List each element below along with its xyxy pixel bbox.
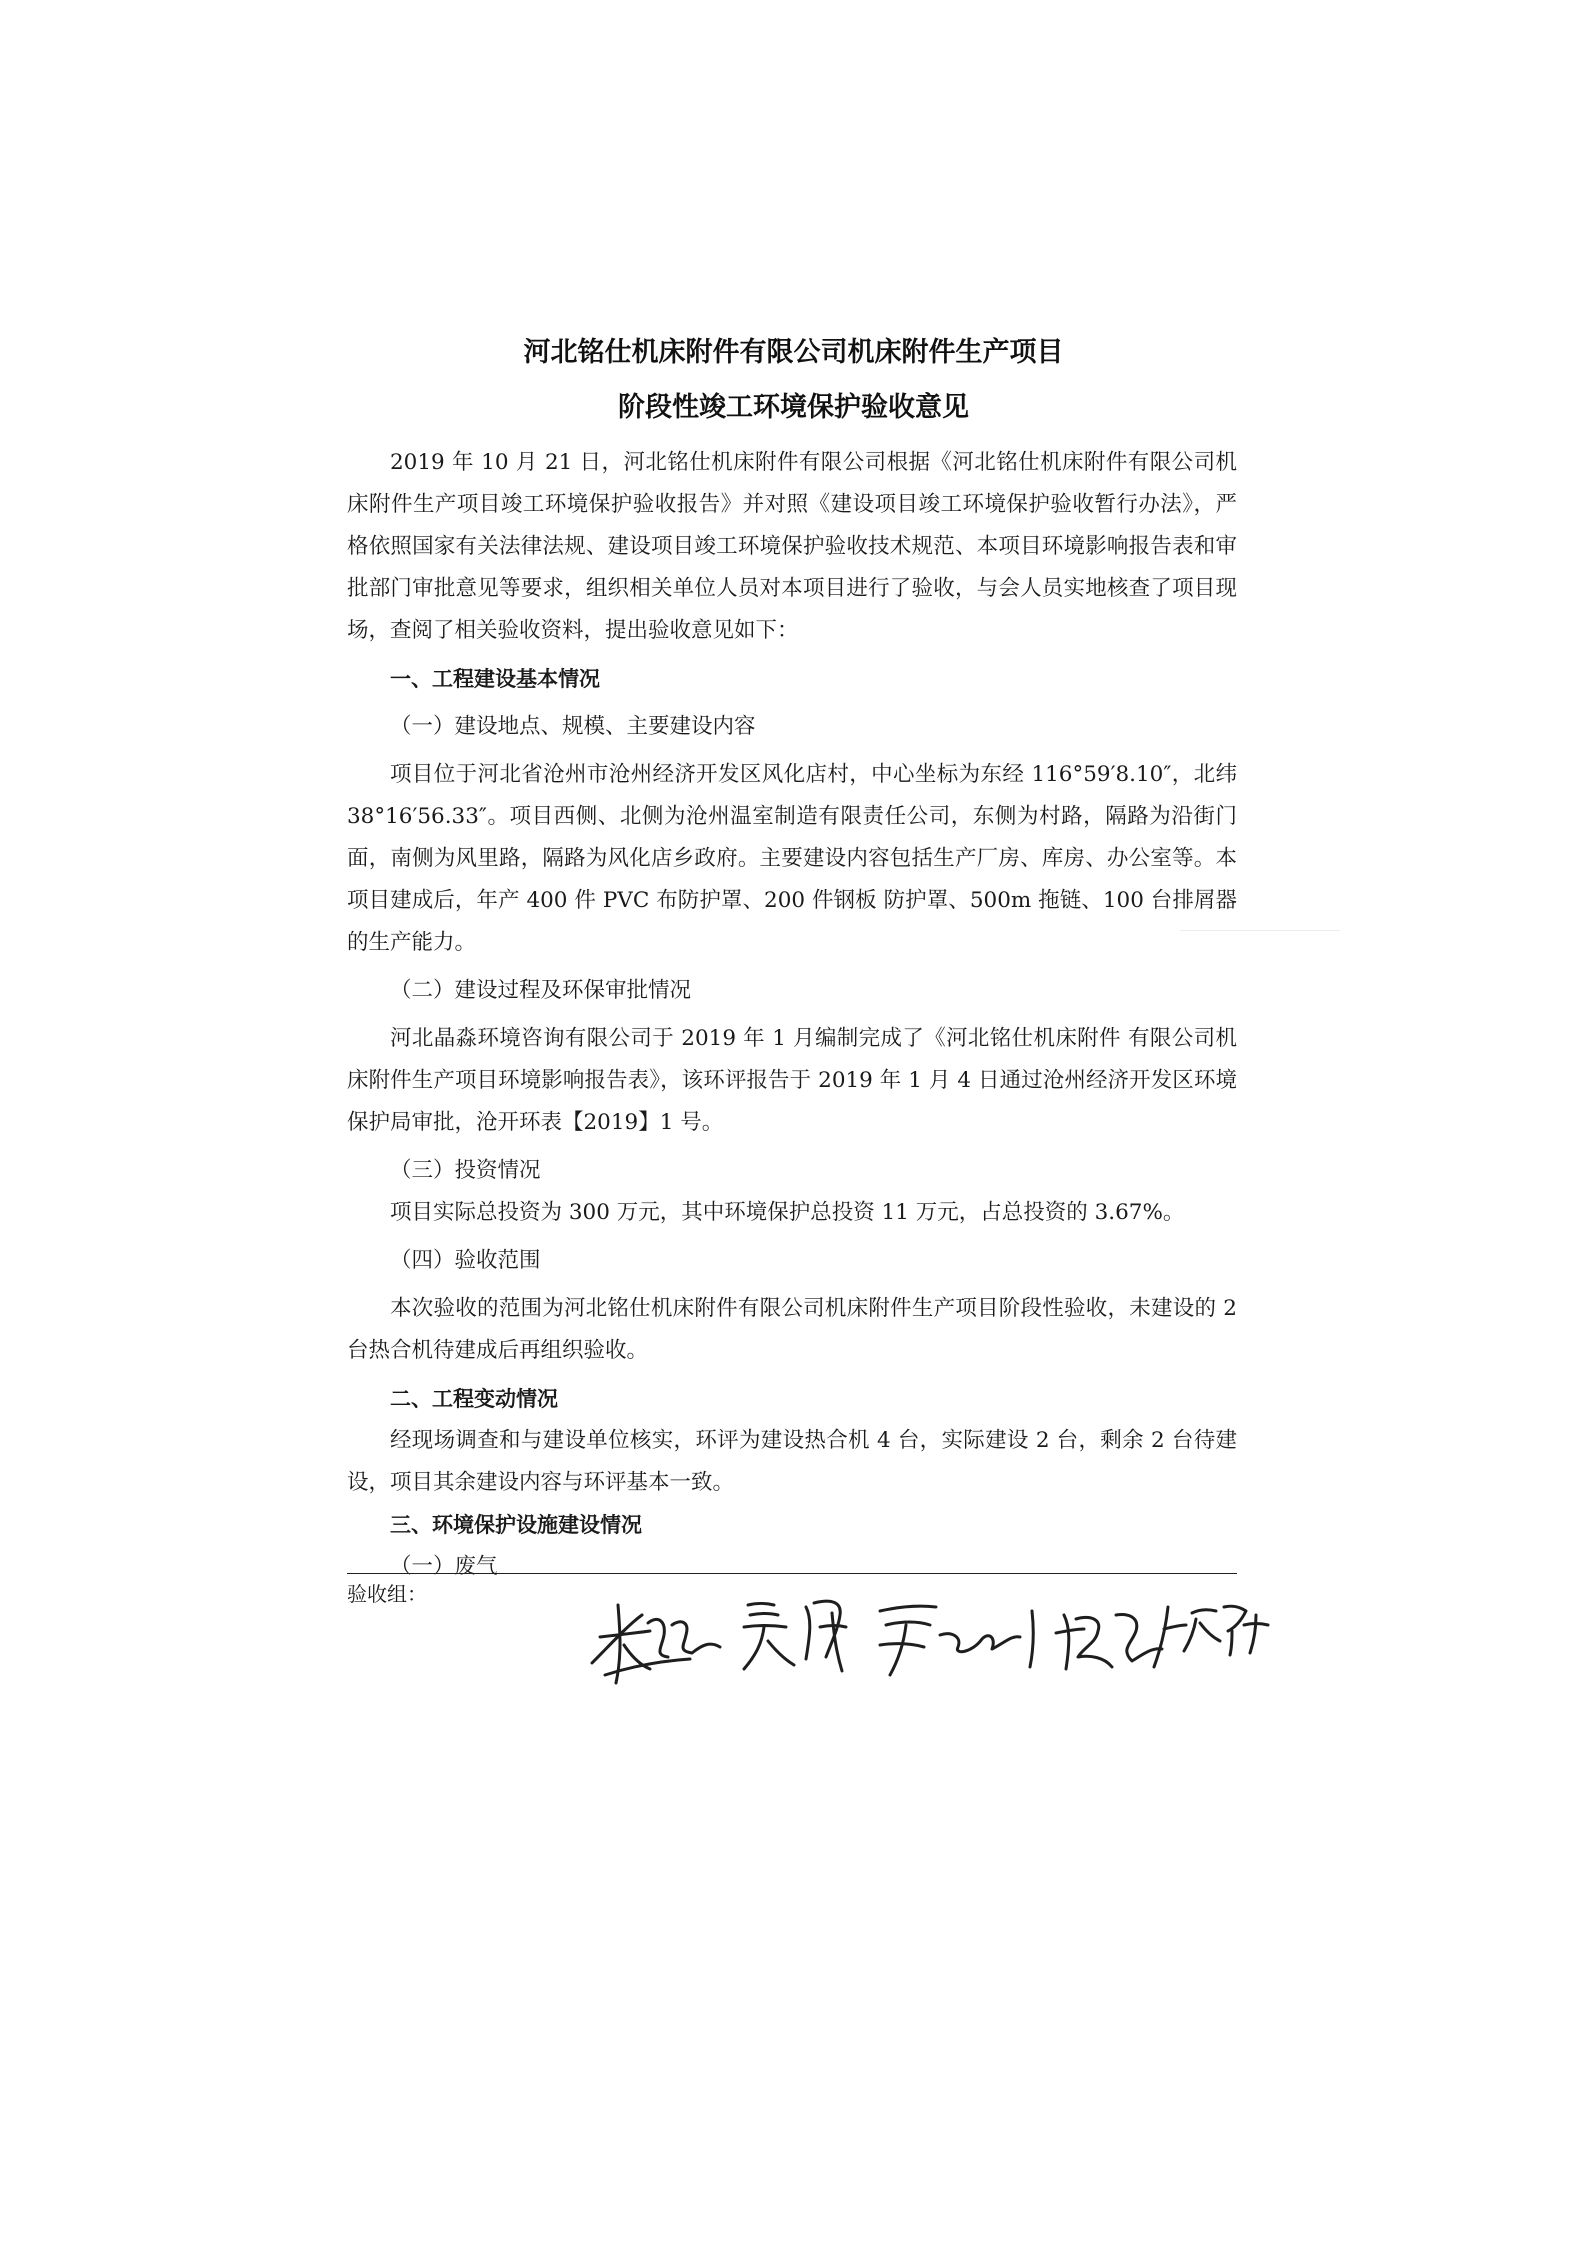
signature-3 <box>880 1606 1033 1675</box>
signature-5 <box>1184 1606 1268 1655</box>
signature-1 <box>592 1605 720 1683</box>
document-title-line-1: 河北铭仕机床附件有限公司机床附件生产项目 <box>523 337 1064 368</box>
footer-divider <box>347 1573 1237 1574</box>
subsection-1-heading: （一）建设地点、规模、主要建设内容 <box>390 714 756 739</box>
scan-artifact-line <box>1180 930 1340 931</box>
subsection-4-heading: （四）验收范围 <box>390 1248 541 1273</box>
document-title-line-2: 阶段性竣工环境保护验收意见 <box>618 392 969 423</box>
section-2-text: 经现场调查和与建设单位核实，环评为建设热合机 4 台，实际建设 2 台，剩余 2 台待建设，项目其余建设内容与环评基本一致。 <box>347 1428 1237 1495</box>
subsection-1-text: 项目位于河北省沧州市沧州经济开发区风化店村，中心坐标为东经 116°59′8.10″，北纬 38°16′56.33″。项目西侧、北侧为沧州温室制造有限责任公司，东侧为村路，隔路为沿街门面，南侧为风里路，隔路为风化店乡政府。主要建设内容包括生产厂房、库房、办公室等。本项目建成后，年产 400 件 PVC 布防护罩、200 件钢板 防护罩、500m 拖链、100 台排屑器的生产能力。 <box>347 762 1237 955</box>
section-3-subsection-1-heading: （一）废气 <box>390 1554 498 1579</box>
signature-2 <box>744 1601 846 1671</box>
subsection-2-heading: （二）建设过程及环保审批情况 <box>390 978 692 1003</box>
document-body <box>347 442 1237 1588</box>
handwritten-signatures <box>580 1585 1280 1695</box>
signature-4 <box>1056 1607 1186 1669</box>
acceptance-group-label: 验收组： <box>347 1582 427 1606</box>
signatures-area <box>580 1585 1280 1695</box>
intro-paragraph: 2019 年 10 月 21 日，河北铭仕机床附件有限公司根据《河北铭仕机床附件有限公司机床附件生产项目竣工环境保护验收报告》并对照《建设项目竣工环境保护验收暂行办法》，严格依照国家有关法律法规、建设项目竣工环境保护验收技术规范、本项目环境影响报告表和审批部门审批意见等要求，组织相关单位人员对本项目进行了验收，与会人员实地核查了项目现场，查阅了相关验收资料，提出验收意见如下： <box>347 450 1237 643</box>
subsection-2-text: 河北晶淼环境咨询有限公司于 2019 年 1 月编制完成了《河北铭仕机床附件 有限公司机床附件生产项目环境影响报告表》，该环评报告于 2019 年 1 月 4 日通过沧州经济开发区环境保护局审批，沧开环表【2019】1 号。 <box>347 1026 1237 1135</box>
subsection-4-text: 本次验收的范围为河北铭仕机床附件有限公司机床附件生产项目阶段性验收，未建设的 2 台热合机待建成后再组织验收。 <box>347 1296 1237 1363</box>
subsection-3-text: 项目实际总投资为 300 万元，其中环境保护总投资 11 万元，占总投资的 3.67%。 <box>390 1200 1185 1225</box>
section-2-heading: 二、工程变动情况 <box>390 1387 558 1411</box>
section-1-heading: 一、工程建设基本情况 <box>390 667 600 691</box>
subsection-3-heading: （三）投资情况 <box>390 1158 541 1183</box>
section-3-heading: 三、环境保护设施建设情况 <box>390 1513 642 1537</box>
